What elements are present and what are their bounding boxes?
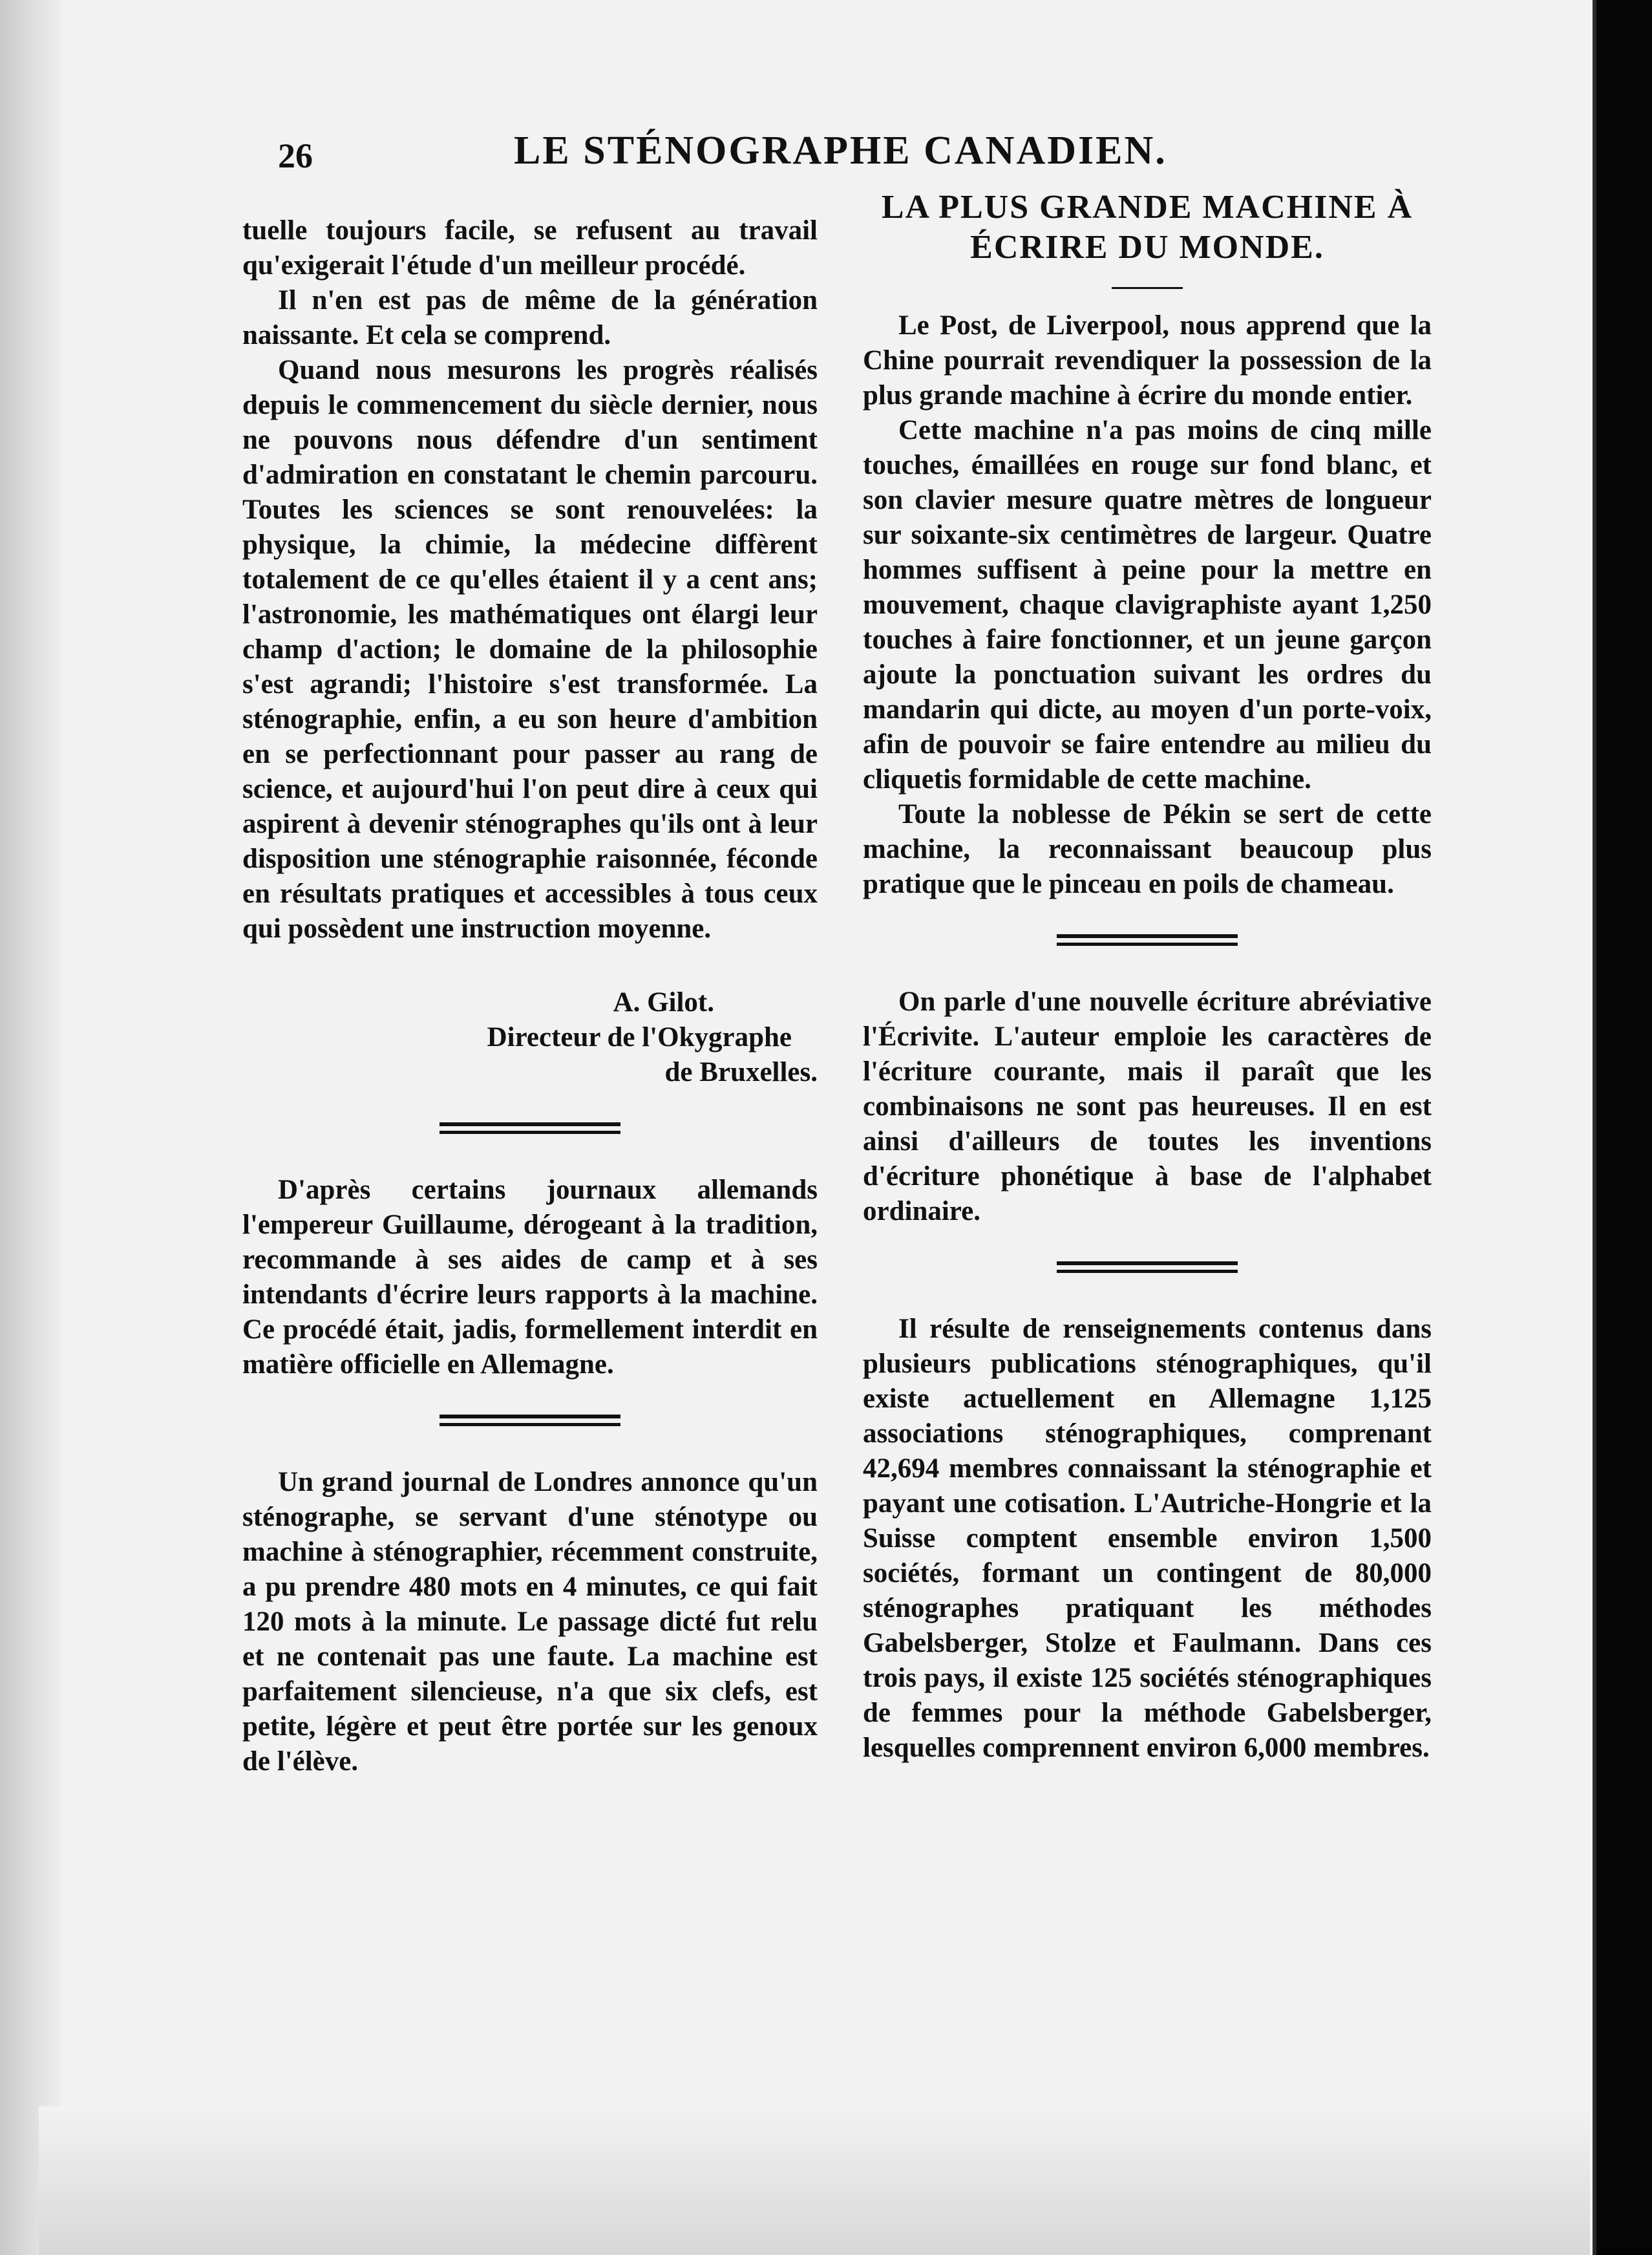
paragraph: Cette machine n'a pas moins de cinq mille touches, émaillées en rouge sur fond blanc, et son clavier mesure quatre mètres de longueur sur soixante-six centimètres de largeur. Quatre hommes suffisent à peine pour la mettre en mouvement, chaque clavigraphiste ayant 1,250 touches à faire fonctionner, et un jeune garçon ajoute la ponctuation suivant les ordres du mandarin qui dicte, au moyen d'un porte-voix, afin de pouvoir se faire entendre au milieu du cliquetis formidable de cette machine.	[863, 415, 1432, 795]
left-column	[242, 213, 818, 1779]
section-divider	[1057, 1261, 1238, 1273]
page-header	[259, 128, 1461, 186]
paragraph: Il n'en est pas de même de la génération naissante. Et cela se comprend.	[242, 285, 818, 350]
news-item: Il résulte de renseignements contenus dans plusieurs publications sténographiques, qu'il existe actuellement en Allemagne 1,125 associations sténographiques, comprenant 42,694 membres connaissant la sténographie et payant une cotisation. L'Autriche-Hongrie et la Suisse comptent ensemble environ 1,500 sociétés, formant un contingent de 80,000 sténographes pratiquant les méthodes Gabelsberger, Stolze et Faulmann. Dans ces trois pays, il existe 125 sociétés sténographiques de femmes pour la méthode Gabelsberger, lesquelles comprennent environ 6,000 membres.	[863, 1314, 1432, 1763]
page-gutter-shadow	[0, 0, 61, 2255]
news-item: On parle d'une nouvelle écriture abréviative l'Écrivite. L'auteur emploie les caractères de l'écriture courante, mais il paraît que les combinaisons ne sont pas heureuses. Il en est ainsi d'ailleurs de toutes les inventions d'écriture phonétique à base de l'alphabet ordinaire.	[863, 987, 1432, 1226]
article-title: LA PLUS GRANDE MACHINE À ÉCRIRE DU MONDE.	[881, 189, 1414, 266]
right-column	[863, 187, 1432, 1766]
page-bottom-shadow	[39, 2106, 1590, 2255]
news-item: Un grand journal de Londres annonce qu'un sténographe, se servant d'une sténotype ou machine à sténographier, récemment construite, a pu prendre 480 mots en 4 minutes, ce qui fait 120 mots à la minute. Le passage dicté fut relu et ne contenait pas une faute. La machine est parfaitement silencieuse, n'a que six clefs, est petite, légère et peut être portée sur les genoux de l'élève.	[242, 1467, 818, 1777]
paragraph: Le Post, de Liverpool, nous apprend que la Chine pourrait revendiquer la possession de la plus grande machine à écrire du monde entier.	[863, 310, 1432, 411]
paragraph: tuelle toujours facile, se refusent au travail qu'exigerait l'étude d'un meilleur procédé.	[242, 215, 818, 281]
signature-name: A. Gilot.	[613, 987, 714, 1018]
section-divider	[439, 1122, 620, 1134]
news-item: D'après certains journaux allemands l'empereur Guillaume, dérogeant à la tradition, recommande à ses aides de camp et à ses intendants d'écrire leurs rapports à la machine. Ce procédé était, jadis, formellement interdit en matière officielle en Allemagne.	[242, 1175, 818, 1380]
page-number: 26	[278, 136, 313, 175]
title-rule	[1112, 287, 1183, 289]
signature-place: de Bruxelles.	[664, 1057, 818, 1087]
running-title: LE STÉNOGRAPHE CANADIEN.	[514, 129, 1167, 173]
paragraph: Quand nous mesurons les progrès réalisés depuis le commencement du siècle dernier, nous ne pouvons nous défendre d'un sentiment d'admiration en constatant le chemin parcouru. Toutes les sciences se sont renouvelées: la physique, la chimie, la médecine diffèrent totalement de ce qu'elles étaient il y a cent ans; l'astronomie, les mathématiques ont élargi leur champ d'action; le domaine de la philosophie s'est agrandi; l'histoire s'est transformée. La sténographie, enfin, a eu son heure d'ambition en se perfectionnant pour passer au rang de science, et aujourd'hui l'on peut dire à ceux qui aspirent à devenir sténographes qu'ils ont à leur disposition une sténographie raisonnée, féconde en résultats pratiques et accessibles à tous ceux qui possèdent une instruction moyenne.	[242, 355, 818, 944]
scan-border	[1596, 0, 1652, 2255]
section-divider	[439, 1415, 620, 1426]
section-divider	[1057, 934, 1238, 946]
signature-title: Directeur de l'Okygraphe	[487, 1022, 792, 1053]
paragraph: Toute la noblesse de Pékin se sert de cette machine, la reconnaissant beaucoup plus pratique que le pinceau en poils de chameau.	[863, 799, 1432, 899]
